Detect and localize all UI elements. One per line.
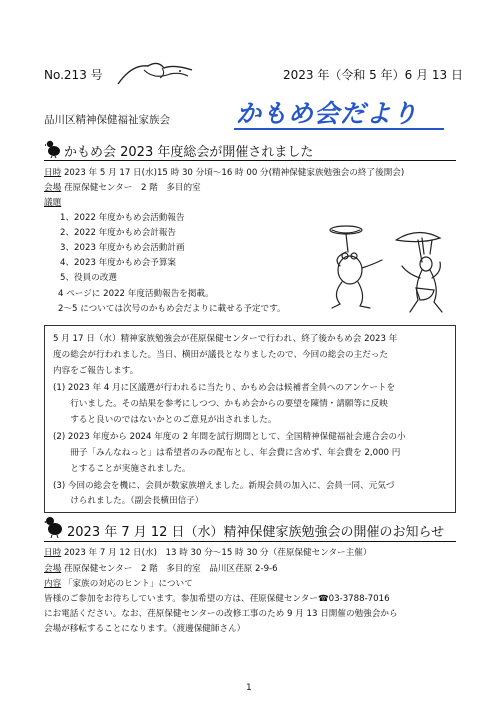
datetime-value: 2023 年 7 月 12 日(水) 13 時 30 分～15 時 30 分（荏原保健センター主催） <box>63 548 372 558</box>
section2-rule <box>44 541 456 542</box>
report-line: (2) 2023 年度から 2024 年度の 2 年間を試行期間として、全国精神保健福祉会連合会の小 <box>53 432 406 442</box>
content-value: 「家族の対応のヒント」について <box>63 579 193 589</box>
issue-number: No.213 号 <box>44 68 103 82</box>
report-line: 行いました。その結果を参考にしつつ、かもめ会からの要望を陳情・請願等に反映 <box>53 399 388 409</box>
report-line: 内容をご報告します。 <box>53 366 139 376</box>
report-line: 5 月 17 日（水）精神家族勉強会が荏原保健センターで行われ、終了後かもめ会 2023 年 <box>53 334 398 344</box>
agenda-item: 2、2022 年度かもめ会計報告 <box>60 228 177 238</box>
agenda-item: 5、役員の改選 <box>60 273 118 283</box>
section1-rule <box>44 160 456 161</box>
body-line: にお電話ください。なお、荏原保健センターの改修工事のため 9 月 13 日開催の勉強会から <box>44 609 398 619</box>
report-line: けられました。（副会長横田信子） <box>53 496 204 506</box>
agenda-item: 4、2023 年度かもめ会予算案 <box>60 258 177 268</box>
report-line: 冊子「みんなねっと」は希望者のみの配布とし、年会費に含めず、年会費を 2,000 円 <box>53 448 401 458</box>
venue-value: 荏原保健センター 2 階 多目的室 <box>63 183 201 193</box>
section2-title: 2023 年 7 月 12 日（水）精神保健家族勉強会の開催のお知らせ <box>67 525 445 540</box>
issue-date: 2023 年（令和 5 年）6 月 13 日 <box>283 68 463 82</box>
agenda-item: 3、2023 年度かもめ会活動計画 <box>60 243 185 253</box>
content-label: 内容 <box>44 579 62 589</box>
note-line: 4 ページに 2022 年度活動報告を掲載。 <box>58 289 214 299</box>
bird-bullet-icon <box>44 514 64 538</box>
body-line: 会場が移転することになります。（渡邊保健師さん） <box>44 624 246 634</box>
bird-bullet-icon <box>45 138 61 158</box>
frog-rabbit-illustration <box>318 208 458 320</box>
agenda-label: 議題 <box>44 198 62 208</box>
datetime-value: 2023 年 5 月 17 日(水)15 時 30 分頃～16 時 00 分(精神保健家族勉強会の終了後開会) <box>63 168 405 178</box>
report-line: 度の総会が行われました。当日、横田が議長となりましたので、今回の総会の主だった <box>53 350 388 360</box>
section1-title: かもめ会 2023 年度総会が開催されました <box>64 145 314 160</box>
venue-label: 会場 <box>44 183 62 193</box>
body-line: 皆様のご参加をお待ちしています。参加希望の方は、荏原保健センター☎03-3788-7016 <box>44 594 390 604</box>
agenda-item: 1、2022 年度かもめ会活動報告 <box>60 213 185 223</box>
datetime-label: 日時 <box>44 548 62 558</box>
venue-label: 会場 <box>44 564 62 574</box>
page-number: 1 <box>246 683 252 693</box>
masthead-underline <box>234 128 444 130</box>
venue-value: 荏原保健センター 2 階 多目的室 品川区荏原 2-9-6 <box>63 564 278 574</box>
datetime-label: 日時 <box>44 168 62 178</box>
seagull-logo-icon <box>114 58 196 88</box>
organization-name: 品川区精神保健福祉家族会 <box>44 114 170 126</box>
report-line: とすることが実施されました。 <box>53 464 191 474</box>
report-line: (3) 今回の総会を機に、会員が数家族増えました。新規会員の加入に、会員一同、元気づ <box>53 481 395 491</box>
note-line: 2～5 については次号のかもめ会だよりに載せる予定です。 <box>58 304 286 314</box>
report-line: (1) 2023 年 4 月に区議選が行われるに当たり、かもめ会は候補者全員へのアンケートを <box>53 383 396 393</box>
report-line: すると良いのではないかとのご意見が出されました。 <box>53 415 277 425</box>
general-meeting-report-box <box>44 325 456 513</box>
masthead-title: かもめ会だより <box>236 99 419 128</box>
